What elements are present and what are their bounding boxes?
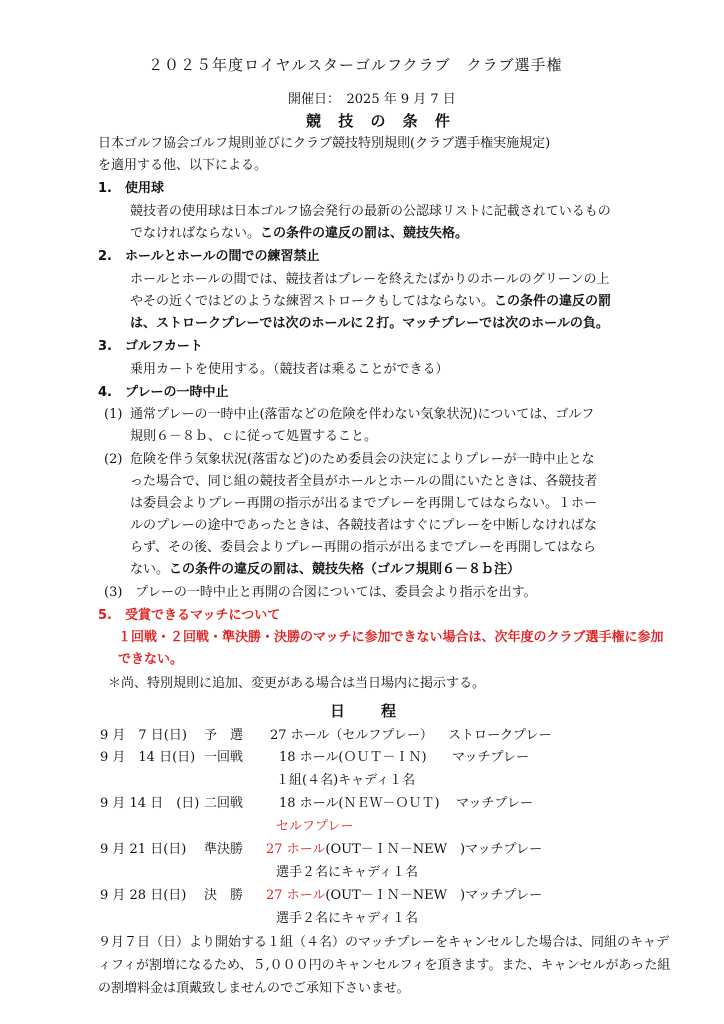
cancellation-note-line-3: の割増料金は頂戴致しませんのでご承知下さいませ。 — [98, 981, 410, 996]
schedule-format: マッチプレー — [452, 750, 529, 765]
section-3-title: 3. ゴルフカート — [98, 339, 203, 354]
section-4-p2-text: ない。 — [130, 562, 170, 577]
schedule-round: 準決勝 — [204, 842, 244, 857]
section-1-line-1: 競技者の使用球は日本ゴルフ協会発行の最新の公認球リストに記載されているもの — [130, 204, 611, 219]
section-1-title: 1. 使用球 — [98, 181, 164, 196]
section-4-p1-number: (1) — [104, 407, 123, 422]
cancellation-note-line-2: ィフィが割増になるため、５,０００円のキャンセルフィを頂きます。また、キャンセルがあった組 — [98, 958, 671, 973]
section-1-text: でなければならない。 — [130, 226, 261, 241]
section-4-p2-line-3: は委員会よりプレー再開の指示が出るまでプレーを再開してはならない。１ホー — [130, 496, 597, 511]
schedule-holes-count: 27 ホール — [266, 888, 326, 903]
schedule-holes-count: 27 ホール — [266, 842, 326, 857]
schedule-holes: 18 ホール(ＯＵＴ－ＩＮ) — [279, 750, 427, 765]
section-1-penalty: この条件の違反の罰は、競技失格。 — [260, 226, 469, 241]
schedule-note: セルフプレー — [276, 819, 354, 834]
section-2-line-1: ホールとホールの間では、競技者はプレーを終えたばかりのホールのグリーンの上 — [130, 272, 610, 287]
schedule-date: 9 月 21 日(日) — [100, 842, 187, 857]
page-title: ２０２５年度ロイヤルスターゴルフクラブ クラブ選手権 — [148, 56, 563, 74]
section-4-p2-line-1: 危険を伴う気象状況(落雷など)のため委員会の決定によりプレーが一時中止とな — [130, 452, 595, 467]
schedule-round: 決 勝 — [204, 888, 244, 903]
schedule-date: 9 月 14 日(日) — [100, 750, 196, 765]
section-2-penalty-start: この条件の違反の罰 — [494, 294, 612, 309]
section-5-line-1: １回戦・２回戦・準決勝・決勝のマッチに参加できない場合は、次年度のクラブ選手権に参加 — [118, 630, 664, 645]
section-4-p2-penalty: この条件の違反の罰は、競技失格（ゴルフ規則６－８ｂ注） — [169, 562, 521, 577]
section-4-title: 4. プレーの一時中止 — [98, 385, 229, 400]
conditions-heading: 競 技 の 条 件 — [306, 112, 456, 130]
schedule-note: 選手２名にキャディ１名 — [276, 911, 418, 926]
section-2-title: 2. ホールとホールの間での練習禁止 — [98, 249, 320, 264]
schedule-holes — [266, 887, 542, 905]
schedule-round: 一回戦 — [204, 750, 244, 765]
section-2-line-2 — [130, 293, 611, 311]
schedule-format: ストロークプレー — [448, 728, 552, 743]
schedule-note: 選手２名にキャディ１名 — [276, 865, 418, 880]
schedule-date: 9 月 28 日(日) — [100, 888, 187, 903]
intro-line-1: 日本ゴルフ協会ゴルフ規則並びにクラブ競技特別規則(クラブ選手権実施規定) — [98, 136, 551, 151]
schedule-holes — [266, 841, 542, 859]
section-4-p1-line-2: 規則６－８ｂ、ｃに従って処置すること。 — [130, 429, 378, 444]
intro-line-2: を適用する他、以下による。 — [98, 158, 268, 173]
schedule-date: 9 月 14 日 (日) — [100, 796, 200, 811]
schedule-date: 9 月 7 日(日) — [100, 728, 187, 743]
section-4-p2-line-5: らず、その後、委員会よりプレー再開の指示が出るまでプレーを再開してはなら — [130, 540, 596, 555]
section-4-p3-line-1: (3) プレーの一時中止と再開の合図については、委員会より指示を出す。 — [104, 585, 537, 600]
special-rules-note: ＊尚、特別規則に追加、変更がある場合は当日場内に掲示する。 — [108, 676, 486, 691]
section-4-p2-line-4: ルのプレーの途中であったときは、各競技者はすぐにプレーを中断しなければな — [130, 518, 597, 533]
event-date: 開催日： 2025 年 9 月 7 日 — [288, 92, 456, 107]
schedule-note: １組(４名)キャディ１名 — [276, 773, 416, 788]
section-3-line-1: 乗用カートを使用する。（競技者は乗ることができる） — [130, 362, 449, 377]
section-4-p2-line-6 — [130, 561, 520, 579]
section-2-line-3: は、ストロークプレーでは次のホールに２打。マッチプレーでは次のホールの負。 — [130, 316, 609, 331]
schedule-heading: 日 程 — [330, 702, 399, 720]
section-2-text: やその近くではどのような練習ストロークもしてはならない。 — [130, 294, 495, 309]
schedule-round: 予 選 — [204, 728, 244, 743]
schedule-holes-route: (OUT－ＩＮ－NEW )マッチプレー — [325, 842, 543, 857]
cancellation-note-line-1: ９月７日（日）より開始する１組（４名）のマッチプレーをキャンセルした場合は、同組のキャデ — [98, 935, 669, 950]
section-1-line-2 — [130, 225, 468, 243]
schedule-holes-route: (OUT－ＩＮ－NEW )マッチプレー — [325, 888, 543, 903]
schedule-holes: 18 ホール(ＮＥＷ－ＯＵＴ) — [279, 796, 440, 811]
schedule-format: マッチプレー — [456, 796, 533, 811]
section-4-p2-line-2: った場合で、同じ組の競技者全員がホールとホールの間にいたときは、各競技者 — [130, 474, 598, 489]
section-5-line-2: できない。 — [118, 652, 184, 667]
section-4-p2-number: (2) — [104, 452, 123, 467]
schedule-holes: 27 ホール（セルフプレー） — [270, 728, 433, 743]
section-4-p1-line-1: 通常プレーの一時中止(落雷などの危険を伴わない気象状況)については、ゴルフ — [130, 407, 595, 422]
schedule-round: 二回戦 — [204, 796, 244, 811]
section-5-title: 5. 受賞できるマッチについて — [98, 608, 281, 623]
